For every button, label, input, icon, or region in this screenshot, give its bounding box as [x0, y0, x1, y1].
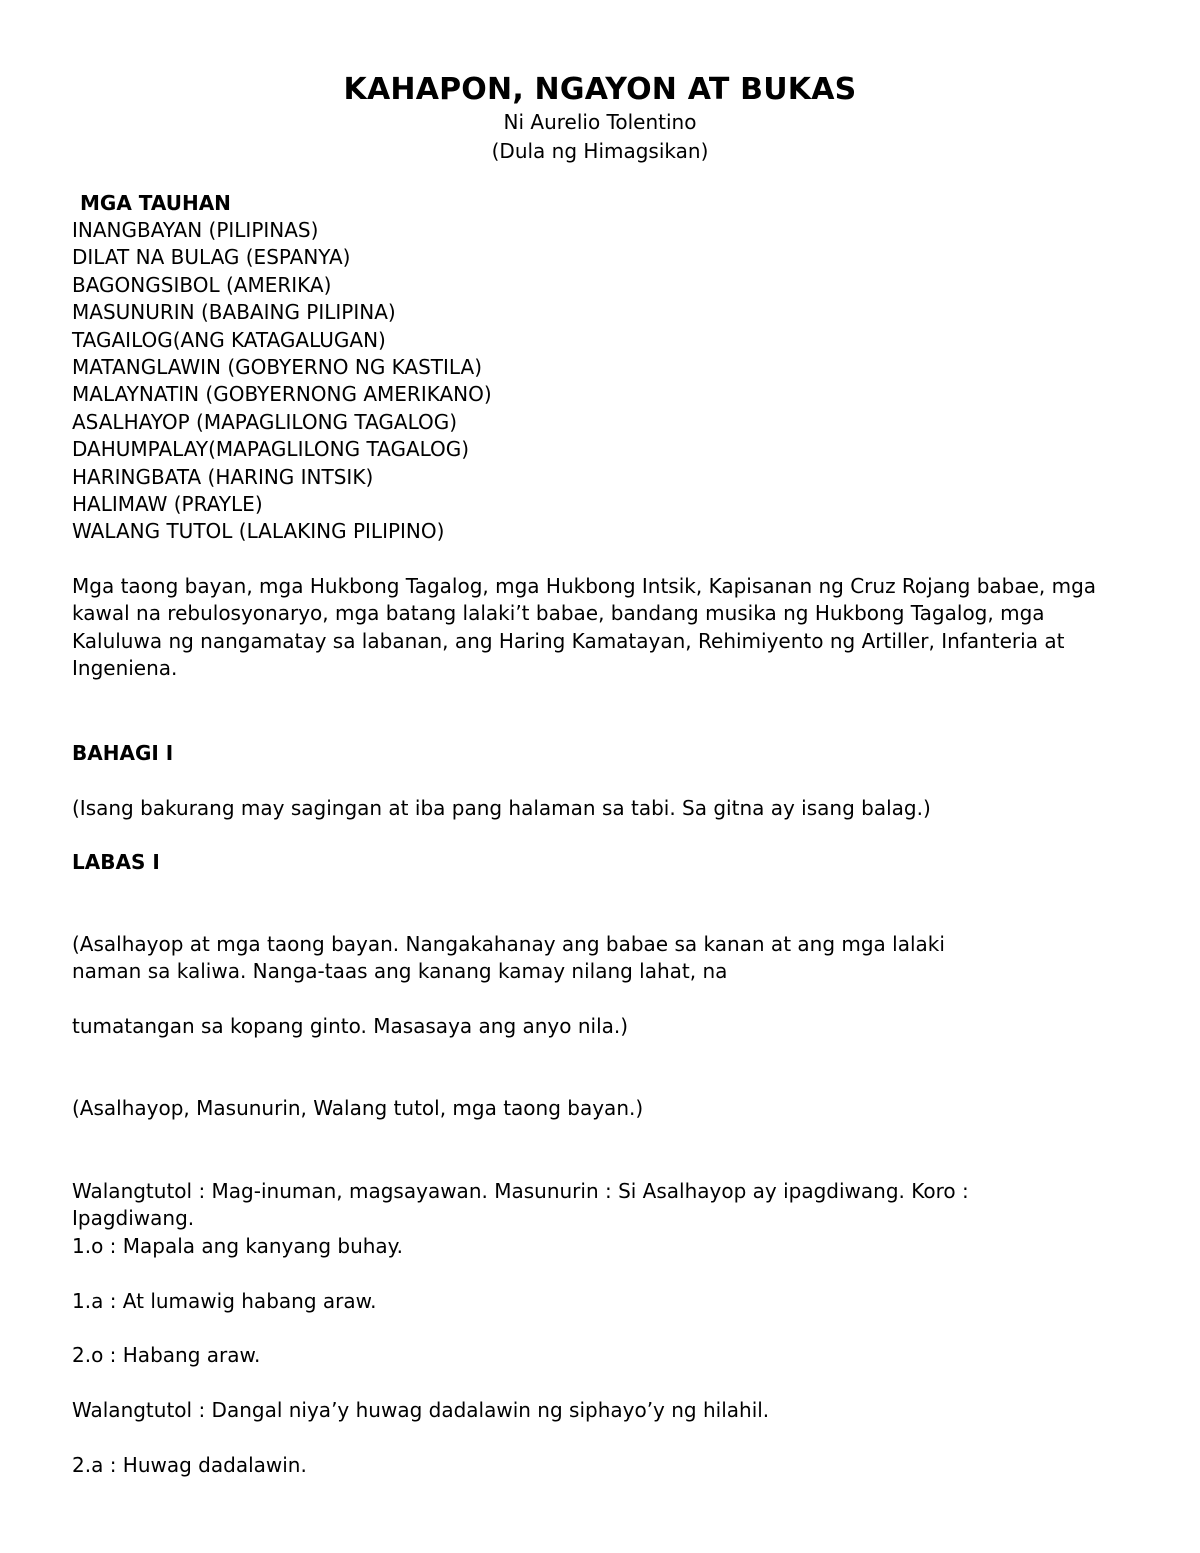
dialogue-line: 2.o : Habang araw.	[72, 1343, 261, 1367]
cast-item: HALIMAW (PRAYLE)	[72, 491, 263, 516]
cast-item: MALAYNATIN (GOBYERNONG AMERIKANO)	[72, 382, 492, 407]
document-genre: (Dula ng Himagsikan)	[491, 139, 709, 163]
cast-item: WALANG TUTOL (LALAKING PILIPINO)	[72, 519, 445, 544]
cast-others-paragraph: Mga taong bayan, mga Hukbong Tagalog, mga Hukbong Intsik, Kapisanan ng Cruz Rojang babae, mga kawal na rebulosyonaryo, mga batang lalaki’t babae, bandang musika ng Hukbong Tagalog, mga Kaluluwa ng nangamatay sa labanan, ang Haring Kamatayan, Rehimiyento ng Artiller, Infanteria at Ingeniena.	[72, 574, 1097, 681]
stage-direction-line: naman sa kaliwa. Nanga-taas ang kanang kamay nilang lahat, na	[72, 959, 728, 983]
cast-item: MATANGLAWIN (GOBYERNO NG KASTILA)	[72, 354, 483, 379]
cast-item: INANGBAYAN (PILIPINAS)	[72, 218, 319, 242]
cast-item: TAGAILOG(ANG KATAGALUGAN)	[72, 327, 386, 352]
cast-item: BAGONGSIBOL (AMERIKA)	[72, 272, 332, 297]
scene-heading: LABAS I	[72, 850, 160, 874]
cast-item: DILAT NA BULAG (ESPANYA)	[72, 245, 351, 270]
document-author: Ni Aurelio Tolentino	[503, 110, 697, 134]
stage-direction-cast: (Asalhayop, Masunurin, Walang tutol, mga taong bayan.)	[72, 1096, 644, 1120]
dialogue-line: Walangtutol : Dangal niya’y huwag dadalawin ng siphayo’y ng hilahil.	[72, 1398, 770, 1422]
part-heading: BAHAGI I	[72, 741, 174, 765]
dialogue-line: 1.a : At lumawig habang araw.	[72, 1289, 377, 1313]
dialogue-line: 1.o : Mapala ang kanyang buhay.	[72, 1234, 404, 1258]
cast-item: HARINGBATA (HARING INTSIK)	[72, 464, 374, 489]
cast-item: DAHUMPALAY(MAPAGLILONG TAGALOG)	[72, 437, 470, 462]
dialogue-line: 2.a : Huwag dadalawin.	[72, 1453, 307, 1477]
document-title: KAHAPON, NGAYON AT BUKAS	[343, 72, 857, 107]
stage-direction-line: tumatangan sa kopang ginto. Masasaya ang anyo nila.)	[72, 1014, 629, 1038]
cast-list	[72, 217, 1142, 546]
dialogue-line: Walangtutol : Mag-inuman, magsayawan. Masunurin : Si Asalhayop ay ipagdiwang. Koro :	[72, 1179, 969, 1203]
cast-item: ASALHAYOP (MAPAGLILONG TAGALOG)	[72, 409, 458, 434]
cast-heading: MGA TAUHAN	[80, 191, 231, 215]
dialogue-line: Ipagdiwang.	[72, 1206, 195, 1230]
cast-item: MASUNURIN (BABAING PILIPINA)	[72, 300, 396, 325]
part-setting: (Isang bakurang may sagingan at iba pang halaman sa tabi. Sa gitna ay isang balag.)	[72, 796, 931, 820]
stage-direction-line: (Asalhayop at mga taong bayan. Nangakahanay ang babae sa kanan at ang mga lalaki	[72, 932, 945, 956]
